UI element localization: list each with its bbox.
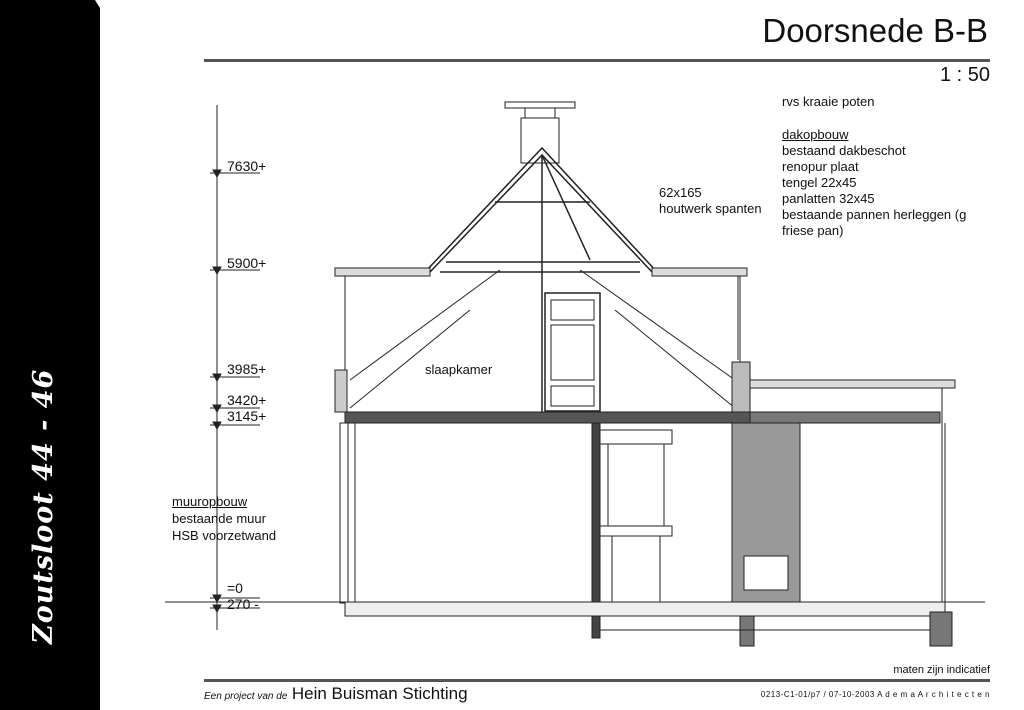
left-flat-roof — [335, 268, 430, 276]
wall-annotation-line: HSB voorzetwand — [172, 528, 277, 543]
footer-project — [204, 684, 468, 704]
level-label: 7630+ — [227, 158, 267, 174]
footer-organisation: Hein Buisman Stichting — [291, 684, 468, 703]
wall-annotation-heading: muuropbouw — [172, 494, 248, 509]
roof-annotation-line: tengel 22x45 — [782, 175, 857, 190]
footer-reference: 0213-C1-01/p7 / 07-10-2003 A d e m a A r c h i t e c t e n — [760, 690, 990, 699]
page-title: Doorsnede B-B — [762, 12, 988, 49]
sidebar-brand-panel — [0, 0, 100, 710]
footer-project-prefix: Een project van de — [204, 691, 288, 702]
dimensions-note: maten zijn indicatief — [893, 664, 990, 676]
roof-annotation-heading: dakopbouw — [782, 127, 849, 142]
rafter-annotation-line: houtwerk spanten — [659, 201, 762, 216]
roof-annotation-line: panlatten 32x45 — [782, 191, 875, 206]
header-rule — [204, 59, 990, 62]
left-ground-wall — [340, 423, 348, 603]
annex-floor-slab — [750, 412, 940, 423]
roof-annotation-line: bestaande pannen herleggen (g — [782, 207, 967, 222]
chimney-opening — [744, 556, 788, 590]
first-floor-slab — [345, 412, 750, 423]
scale-label: 1 : 50 — [939, 64, 990, 86]
roof-annotation-line: bestaand dakbeschot — [782, 143, 906, 158]
fireplace — [600, 430, 672, 602]
left-gutter — [335, 370, 347, 412]
room-label: slaapkamer — [425, 362, 493, 377]
cross-section-svg — [160, 90, 990, 650]
right-flat-roof — [652, 268, 747, 276]
level-label: 5900+ — [227, 255, 267, 271]
annex-roof — [750, 380, 955, 388]
brand-script: Zoutsloot 44 - 46 — [28, 368, 59, 644]
footer-rule — [204, 679, 990, 682]
level-label: 270 - — [227, 596, 259, 612]
wall-annotation-line: bestaande muur — [172, 511, 266, 526]
roof-annotation-line: renopur plaat — [782, 159, 859, 174]
section-drawing — [160, 90, 990, 650]
level-label: 3420+ — [227, 392, 267, 408]
chimney-annotation: rvs kraaie poten — [782, 94, 875, 109]
rafter-annotation-line: 62x165 — [659, 185, 702, 200]
level-label: 3985+ — [227, 361, 267, 377]
level-label: 3145+ — [227, 408, 267, 424]
foundation-slab — [345, 602, 945, 616]
level-label: =0 — [227, 580, 243, 596]
chimney — [505, 102, 575, 163]
roof-annotation-line: friese pan) — [782, 223, 844, 238]
upper-door — [545, 293, 600, 411]
